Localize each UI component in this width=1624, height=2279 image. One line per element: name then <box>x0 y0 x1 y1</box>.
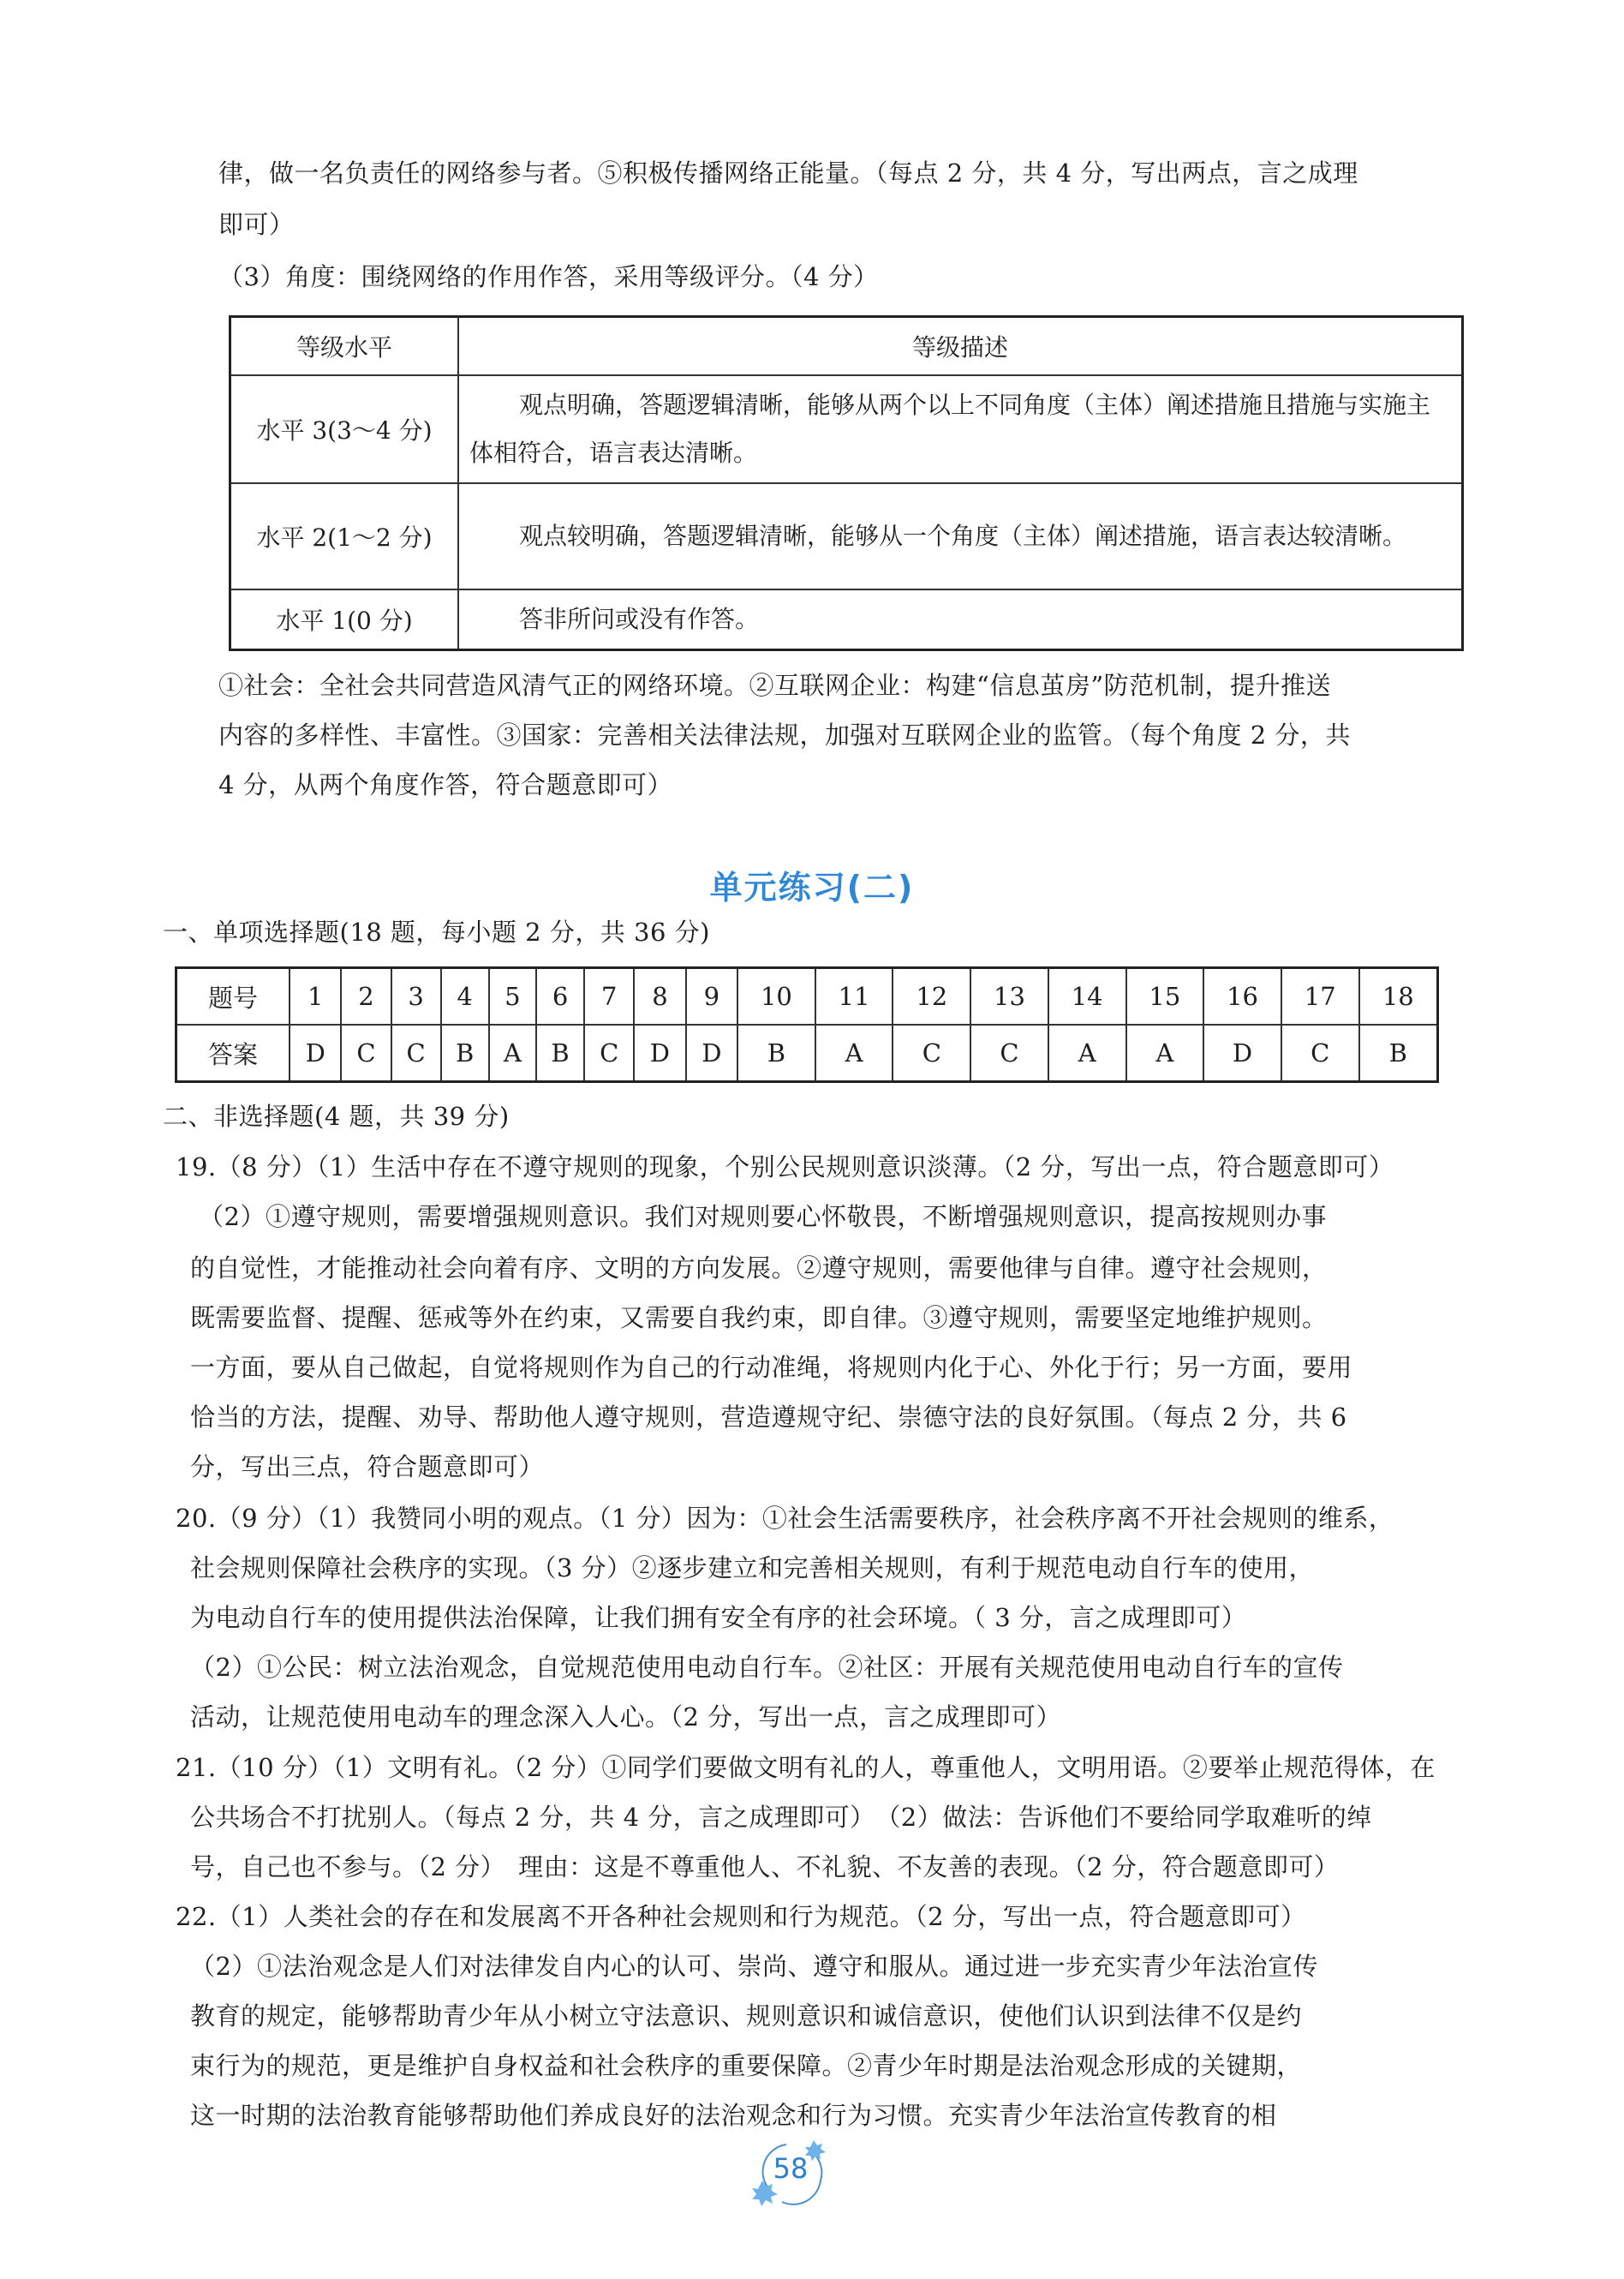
row-label: 题号 <box>176 968 290 1026</box>
answer-letter: D <box>686 1025 737 1082</box>
table-row-answers <box>176 1025 1438 1082</box>
paragraph-line: （3）角度：围绕网络的作用作答，采用等级评分。（4 分） <box>218 262 879 291</box>
paragraph-line: 即可） <box>218 210 295 239</box>
answer-letter: B <box>536 1025 584 1082</box>
part2-heading: 二、非选择题(4 题，共 39 分) <box>163 1102 510 1131</box>
question-20-line: 20.（9 分）（1）我赞同小明的观点。（1 分）因为：①社会生活需要秩序，社会秩序离不开社会规则的维系， <box>176 1504 1394 1533</box>
answer-letter: D <box>1203 1025 1281 1082</box>
answer-letter: A <box>1048 1025 1126 1082</box>
grade-description-cell: 观点较明确，答题逻辑清晰，能够从一个角度（主体）阐述措施，语言表达较清晰。 <box>458 483 1463 589</box>
question-19-line: 恰当的方法，提醒、劝导、帮助他人遵守规则，营造遵规守纪、崇德守法的良好氛围。（每点 2 分，共 6 <box>190 1403 1347 1432</box>
question-number: 12 <box>893 968 970 1026</box>
question-20-line: （2）①公民：树立法治观念，自觉规范使用电动自行车。②社区：开展有关规范使用电动自行车的宣传 <box>190 1653 1344 1682</box>
question-number: 14 <box>1048 968 1126 1026</box>
question-number: 15 <box>1126 968 1204 1026</box>
section-title: 单元练习(二) <box>709 869 915 906</box>
question-22-line: 这一时期的法治教育能够帮助他们养成良好的法治观念和行为习惯。充实青少年法治宣传教育的相 <box>190 2101 1277 2130</box>
question-number: 11 <box>815 968 893 1026</box>
question-19-line: 分，写出三点，符合题意即可） <box>190 1452 545 1481</box>
answer-letter: A <box>815 1025 893 1082</box>
question-number: 17 <box>1281 968 1359 1026</box>
answer-letter: D <box>290 1025 341 1082</box>
question-number: 3 <box>391 968 441 1026</box>
answer-letter: B <box>1359 1025 1438 1082</box>
grade-level-cell: 水平 1(0 分) <box>230 589 459 650</box>
question-20-line: 活动，让规范使用电动车的理念深入人心。（2 分，写出一点，言之成理即可） <box>190 1702 1062 1732</box>
page-number-badge <box>743 2133 838 2210</box>
question-20-line: 为电动自行车的使用提供法治保障，让我们拥有安全有序的社会环境。（ 3 分，言之成理即可） <box>190 1603 1247 1632</box>
question-number: 4 <box>441 968 489 1026</box>
question-22-line: （2）①法治观念是人们对法律发自内心的认可、崇尚、遵守和服从。通过进一步充实青少年法治宣传 <box>190 1952 1318 1981</box>
question-20-line: 社会规则保障社会秩序的实现。（3 分）②逐步建立和完善相关规则，有利于规范电动自行车的使用， <box>190 1553 1315 1582</box>
answer-letter: B <box>737 1025 815 1082</box>
answer-letter: C <box>391 1025 441 1082</box>
grade-description-cell: 答非所问或没有作答。 <box>458 589 1463 650</box>
answer-letter: B <box>441 1025 489 1082</box>
answer-letter: D <box>634 1025 685 1082</box>
answer-letter: C <box>893 1025 970 1082</box>
paragraph-line: 内容的多样性、丰富性。③国家：完善相关法律法规，加强对互联网企业的监管。（每个角度 2 分，共 <box>218 721 1351 750</box>
grade-level-cell: 水平 2(1～2 分) <box>230 483 459 589</box>
question-number: 1 <box>290 968 341 1026</box>
table-header-description: 等级描述 <box>458 317 1463 376</box>
question-22-line: 教育的规定，能够帮助青少年从小树立守法意识、规则意识和诚信意识，使他们认识到法律不仅是约 <box>190 2001 1303 2031</box>
page-number: 58 <box>773 2152 809 2185</box>
grade-level-cell: 水平 3(3～4 分) <box>230 375 459 483</box>
grade-description-cell: 观点明确，答题逻辑清晰，能够从两个以上不同角度（主体）阐述措施且措施与实施主体相符合，语言表达清晰。 <box>458 375 1463 483</box>
question-number: 5 <box>489 968 536 1026</box>
question-number: 2 <box>341 968 391 1026</box>
table-row <box>230 483 1463 589</box>
question-19-line: （2）①遵守规则，需要增强规则意识。我们对规则要心怀敬畏，不断增强规则意识，提高按规则办事 <box>199 1202 1327 1231</box>
question-22-line: 22.（1）人类社会的存在和发展离不开各种社会规则和行为规范。（2 分，写出一点，符合题意即可） <box>176 1902 1306 1931</box>
answer-letter: C <box>341 1025 391 1082</box>
question-number: 16 <box>1203 968 1281 1026</box>
question-21-line: 号，自己也不参与。（2 分） 理由：这是不尊重他人、不礼貌、不友善的表现。（2 分，符合题意即可） <box>190 1852 1340 1881</box>
question-number: 6 <box>536 968 584 1026</box>
question-number: 9 <box>686 968 737 1026</box>
answer-table <box>175 966 1439 1083</box>
question-19-line: 一方面，要从自己做起，自觉将规则作为自己的行动准绳，将规则内化于心、外化于行；另一方面，要用 <box>190 1353 1353 1382</box>
question-number: 8 <box>634 968 685 1026</box>
answer-letter: A <box>489 1025 536 1082</box>
answer-letter: C <box>584 1025 634 1082</box>
paragraph-line: 律，做一名负责任的网络参与者。⑤积极传播网络正能量。（每点 2 分，共 4 分，写出两点，言之成理 <box>218 159 1358 188</box>
question-number: 18 <box>1359 968 1438 1026</box>
paragraph-line: ①社会：全社会共同营造风清气正的网络环境。②互联网企业：构建“信息茧房”防范机制，提升推送 <box>218 671 1332 700</box>
grade-level-table <box>229 315 1464 651</box>
table-row <box>230 589 1463 650</box>
table-row <box>230 375 1463 483</box>
paragraph-line: 4 分，从两个角度作答，符合题意即可） <box>218 770 673 799</box>
part1-heading: 一、单项选择题(18 题，每小题 2 分，共 36 分) <box>163 918 710 947</box>
row-label: 答案 <box>176 1025 290 1082</box>
answer-letter: C <box>970 1025 1048 1082</box>
question-number: 7 <box>584 968 634 1026</box>
answer-letter: C <box>1281 1025 1359 1082</box>
question-number: 13 <box>970 968 1048 1026</box>
question-22-line: 束行为的规范，更是维护自身权益和社会秩序的重要保障。②青少年时期是法治观念形成的关键期， <box>190 2051 1303 2080</box>
question-number: 10 <box>737 968 815 1026</box>
table-row-numbers <box>176 968 1438 1026</box>
question-19-line: 的自觉性，才能推动社会向着有序、文明的方向发展。②遵守规则，需要他律与自律。遵守社会规则， <box>190 1253 1328 1283</box>
table-header-level: 等级水平 <box>230 317 459 376</box>
question-21-line: 21.（10 分）（1）文明有礼。（2 分）①同学们要做文明有礼的人，尊重他人，文明用语。②要举止规范得体，在 <box>176 1753 1436 1782</box>
question-19-line: 19.（8 分）（1）生活中存在不遵守规则的现象，个别公民规则意识淡薄。（2 分，写出一点，符合题意即可） <box>176 1152 1394 1181</box>
question-19-line: 既需要监督、提醒、惩戒等外在约束，又需要自我约束，即自律。③遵守规则，需要坚定地维护规则。 <box>190 1303 1328 1332</box>
question-21-line: 公共场合不打扰别人。（每点 2 分，共 4 分，言之成理即可） （2）做法：告诉他们不要给同学取难听的绰 <box>190 1803 1372 1832</box>
answer-letter: A <box>1126 1025 1204 1082</box>
